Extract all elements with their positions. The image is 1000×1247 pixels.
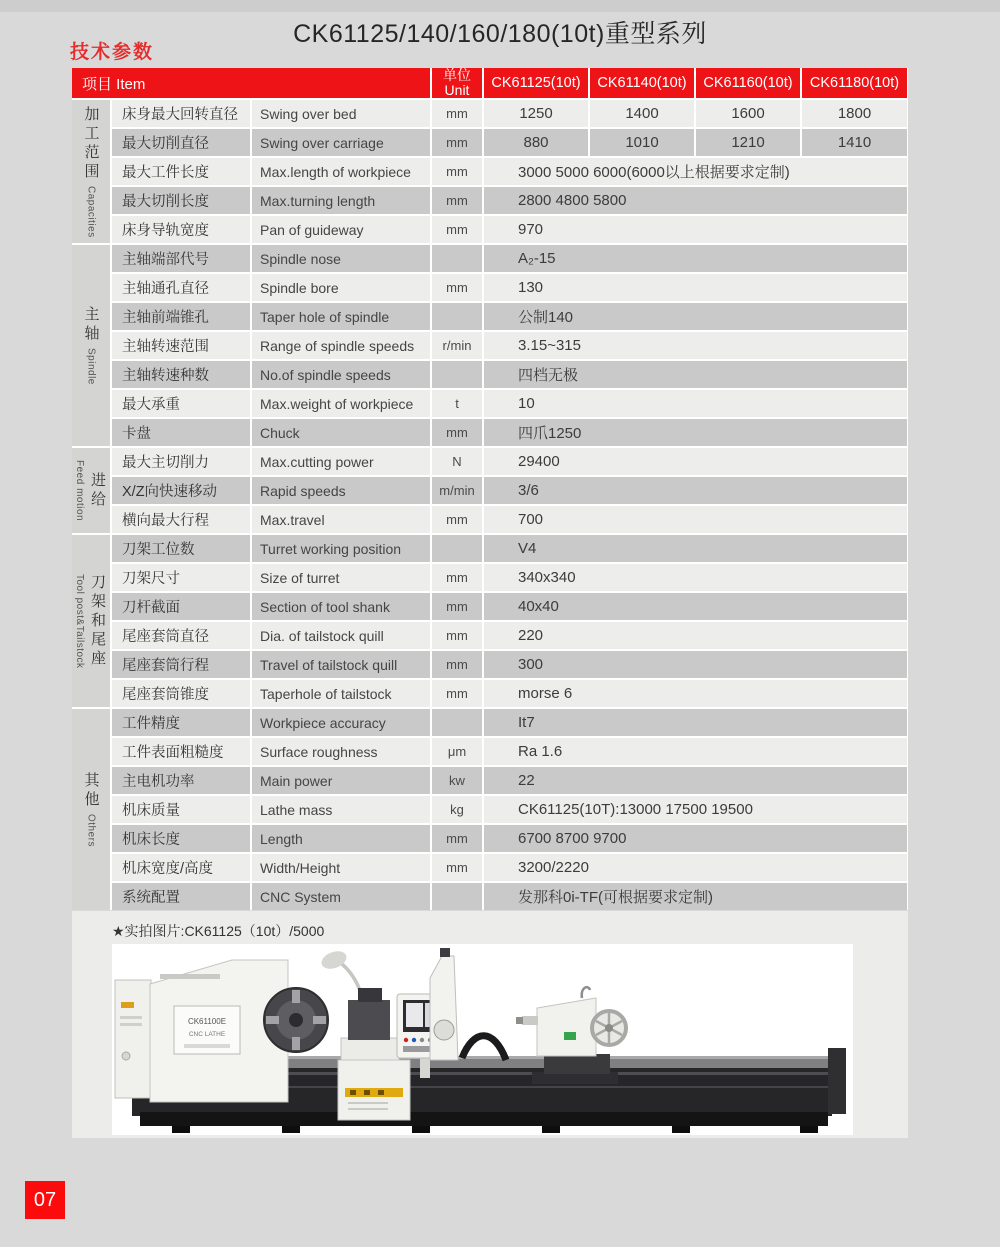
row-label-en: CNC System xyxy=(252,883,430,910)
row-label-cn: 尾座套筒行程 xyxy=(112,651,250,678)
group-label-en: Tool post&Tailstock xyxy=(74,573,85,669)
row-label-cn: 主轴转速范围 xyxy=(112,332,250,359)
table-header-unit xyxy=(432,68,482,98)
group-label-en: Others xyxy=(85,813,97,847)
row-value: A₂-15 xyxy=(484,245,907,272)
row-unit xyxy=(432,303,482,330)
table-header-model-1: CK61125(10t) xyxy=(484,68,588,98)
row-label-cn: 最大工件长度 xyxy=(112,158,250,185)
row-label-en: No.of spindle speeds xyxy=(252,361,430,388)
table-header-unit-en: Unit xyxy=(444,82,470,98)
row-label-cn: 尾座套筒锥度 xyxy=(112,680,250,707)
row-label-en: Lathe mass xyxy=(252,796,430,823)
row-value: CK61125(10T):13000 17500 19500 xyxy=(484,796,907,823)
group-label-cn: 主轴 xyxy=(82,306,100,345)
table-header-model-2: CK61140(10t) xyxy=(590,68,694,98)
row-unit: mm xyxy=(432,564,482,591)
row-label-en: Spindle bore xyxy=(252,274,430,301)
row-unit xyxy=(432,245,482,272)
table-header-model-4: CK61180(10t) xyxy=(802,68,907,98)
row-unit: mm xyxy=(432,100,482,127)
group-label-cn: 进给 xyxy=(89,471,106,510)
row-label-en: Swing over bed xyxy=(252,100,430,127)
row-label-cn: 卡盘 xyxy=(112,419,250,446)
row-unit: mm xyxy=(432,187,482,214)
row-value: 880 xyxy=(484,129,588,156)
row-label-en: Taperhole of tailstock xyxy=(252,680,430,707)
group-label-0 xyxy=(72,100,110,243)
group-label-cn: 加工范围 xyxy=(82,105,100,182)
row-value: 29400 xyxy=(484,448,907,475)
row-unit: kg xyxy=(432,796,482,823)
row-label-cn: 刀架尺寸 xyxy=(112,564,250,591)
row-value: 1250 xyxy=(484,100,588,127)
row-value: 300 xyxy=(484,651,907,678)
row-value: 2800 4800 5800 xyxy=(484,187,907,214)
group-label-en: Feed motion xyxy=(74,459,85,522)
row-value: It7 xyxy=(484,709,907,736)
row-label-cn: 主轴转速种数 xyxy=(112,361,250,388)
row-unit: kw xyxy=(432,767,482,794)
row-unit: mm xyxy=(432,825,482,852)
row-unit: mm xyxy=(432,419,482,446)
group-label-en: Spindle xyxy=(85,348,97,385)
group-label-1 xyxy=(72,245,110,446)
row-value: 3/6 xyxy=(484,477,907,504)
row-value: 四爪1250 xyxy=(484,419,907,446)
row-unit: mm xyxy=(432,622,482,649)
row-label-cn: 床身导轨宽度 xyxy=(112,216,250,243)
table-header-model-3: CK61160(10t) xyxy=(696,68,800,98)
row-value: 3000 5000 6000(6000以上根据要求定制) xyxy=(484,158,907,185)
machine-chuck xyxy=(264,988,328,1052)
row-label-en: Turret working position xyxy=(252,535,430,562)
row-label-en: Max.length of workpiece xyxy=(252,158,430,185)
row-label-en: Surface roughness xyxy=(252,738,430,765)
row-unit: mm xyxy=(432,680,482,707)
section-label: 技术参数 xyxy=(70,42,155,63)
page-number-badge: 07 xyxy=(25,1181,65,1219)
row-label-en: Workpiece accuracy xyxy=(252,709,430,736)
row-label-cn: 系统配置 xyxy=(112,883,250,910)
row-label-cn: X/Z向快速移动 xyxy=(112,477,250,504)
photo-caption: ★实拍图片:CK61125（10t）/5000 xyxy=(112,923,325,939)
row-value: 10 xyxy=(484,390,907,417)
row-unit xyxy=(432,883,482,910)
row-label-en: Max.weight of workpiece xyxy=(252,390,430,417)
row-label-cn: 机床宽度/高度 xyxy=(112,854,250,881)
row-value: 3.15~315 xyxy=(484,332,907,359)
table-header-item: 项目 Item xyxy=(72,68,430,98)
machine-cabinet xyxy=(115,980,151,1098)
row-label-en: Rapid speeds xyxy=(252,477,430,504)
row-label-en: Travel of tailstock quill xyxy=(252,651,430,678)
machine-type-label: CNC LATHE xyxy=(188,1031,226,1038)
row-unit: t xyxy=(432,390,482,417)
row-label-en: Dia. of tailstock quill xyxy=(252,622,430,649)
row-label-cn: 最大主切削力 xyxy=(112,448,250,475)
row-unit: r/min xyxy=(432,332,482,359)
row-label-cn: 工件表面粗糙度 xyxy=(112,738,250,765)
row-label-en: Max.turning length xyxy=(252,187,430,214)
row-value: V4 xyxy=(484,535,907,562)
row-label-cn: 工件精度 xyxy=(112,709,250,736)
row-label-en: Main power xyxy=(252,767,430,794)
group-label-2 xyxy=(72,448,110,533)
machine-model-label: CK61100E xyxy=(187,1017,227,1026)
row-value: 22 xyxy=(484,767,907,794)
row-label-en: Width/Height xyxy=(252,854,430,881)
row-value: 6700 8700 9700 xyxy=(484,825,907,852)
row-label-cn: 主轴端部代号 xyxy=(112,245,250,272)
group-label-en: Capacities xyxy=(85,185,97,238)
row-label-cn: 尾座套筒直径 xyxy=(112,622,250,649)
table-header-unit-cn: 单位 xyxy=(443,68,471,83)
row-label-cn: 主轴通孔直径 xyxy=(112,274,250,301)
row-value: 1800 xyxy=(802,100,907,127)
row-label-en: Range of spindle speeds xyxy=(252,332,430,359)
spec-table xyxy=(72,68,908,910)
row-label-en: Swing over carriage xyxy=(252,129,430,156)
row-label-cn: 机床质量 xyxy=(112,796,250,823)
row-value: 220 xyxy=(484,622,907,649)
row-unit: mm xyxy=(432,129,482,156)
row-value: 1210 xyxy=(696,129,800,156)
row-value: 130 xyxy=(484,274,907,301)
row-unit: μm xyxy=(432,738,482,765)
row-unit: mm xyxy=(432,593,482,620)
row-value: 发那科0i-TF(可根据要求定制) xyxy=(484,883,907,910)
row-label-cn: 床身最大回转直径 xyxy=(112,100,250,127)
page-title: CK61125/140/160/180(10t)重型系列 xyxy=(293,20,707,48)
top-strip xyxy=(0,0,1000,12)
row-value: 970 xyxy=(484,216,907,243)
row-unit: mm xyxy=(432,854,482,881)
row-value: 340x340 xyxy=(484,564,907,591)
row-label-en: Pan of guideway xyxy=(252,216,430,243)
row-value: 1410 xyxy=(802,129,907,156)
row-label-cn: 刀杆截面 xyxy=(112,593,250,620)
row-label-cn: 机床长度 xyxy=(112,825,250,852)
row-unit xyxy=(432,361,482,388)
row-label-en: Section of tool shank xyxy=(252,593,430,620)
row-label-cn: 最大承重 xyxy=(112,390,250,417)
machine-photo xyxy=(112,944,853,1135)
row-value: 1400 xyxy=(590,100,694,127)
photo-panel xyxy=(72,911,908,1138)
row-label-cn: 最大切削直径 xyxy=(112,129,250,156)
row-unit: mm xyxy=(432,274,482,301)
row-label-cn: 主轴前端锥孔 xyxy=(112,303,250,330)
group-label-3 xyxy=(72,535,110,707)
row-value: 公制140 xyxy=(484,303,907,330)
row-value: 四档无极 xyxy=(484,361,907,388)
row-unit xyxy=(432,535,482,562)
row-value: 40x40 xyxy=(484,593,907,620)
row-unit xyxy=(432,709,482,736)
row-unit: m/min xyxy=(432,477,482,504)
row-label-en: Max.travel xyxy=(252,506,430,533)
row-label-en: Size of turret xyxy=(252,564,430,591)
row-unit: mm xyxy=(432,158,482,185)
group-label-4 xyxy=(72,709,110,910)
row-label-en: Chuck xyxy=(252,419,430,446)
row-value: 1600 xyxy=(696,100,800,127)
row-label-cn: 最大切削长度 xyxy=(112,187,250,214)
row-value: 700 xyxy=(484,506,907,533)
row-unit: mm xyxy=(432,216,482,243)
row-label-en: Max.cutting power xyxy=(252,448,430,475)
row-unit: N xyxy=(432,448,482,475)
row-value: Ra 1.6 xyxy=(484,738,907,765)
machine-illustration xyxy=(112,944,853,1135)
row-label-en: Spindle nose xyxy=(252,245,430,272)
row-label-cn: 刀架工位数 xyxy=(112,535,250,562)
row-value: 3200/2220 xyxy=(484,854,907,881)
row-label-en: Taper hole of spindle xyxy=(252,303,430,330)
row-label-cn: 横向最大行程 xyxy=(112,506,250,533)
group-label-cn: 刀架和尾座 xyxy=(89,573,106,669)
row-value: morse 6 xyxy=(484,680,907,707)
group-label-cn: 其他 xyxy=(82,771,100,810)
row-label-en: Length xyxy=(252,825,430,852)
row-unit: mm xyxy=(432,651,482,678)
row-label-cn: 主电机功率 xyxy=(112,767,250,794)
row-unit: mm xyxy=(432,506,482,533)
row-value: 1010 xyxy=(590,129,694,156)
